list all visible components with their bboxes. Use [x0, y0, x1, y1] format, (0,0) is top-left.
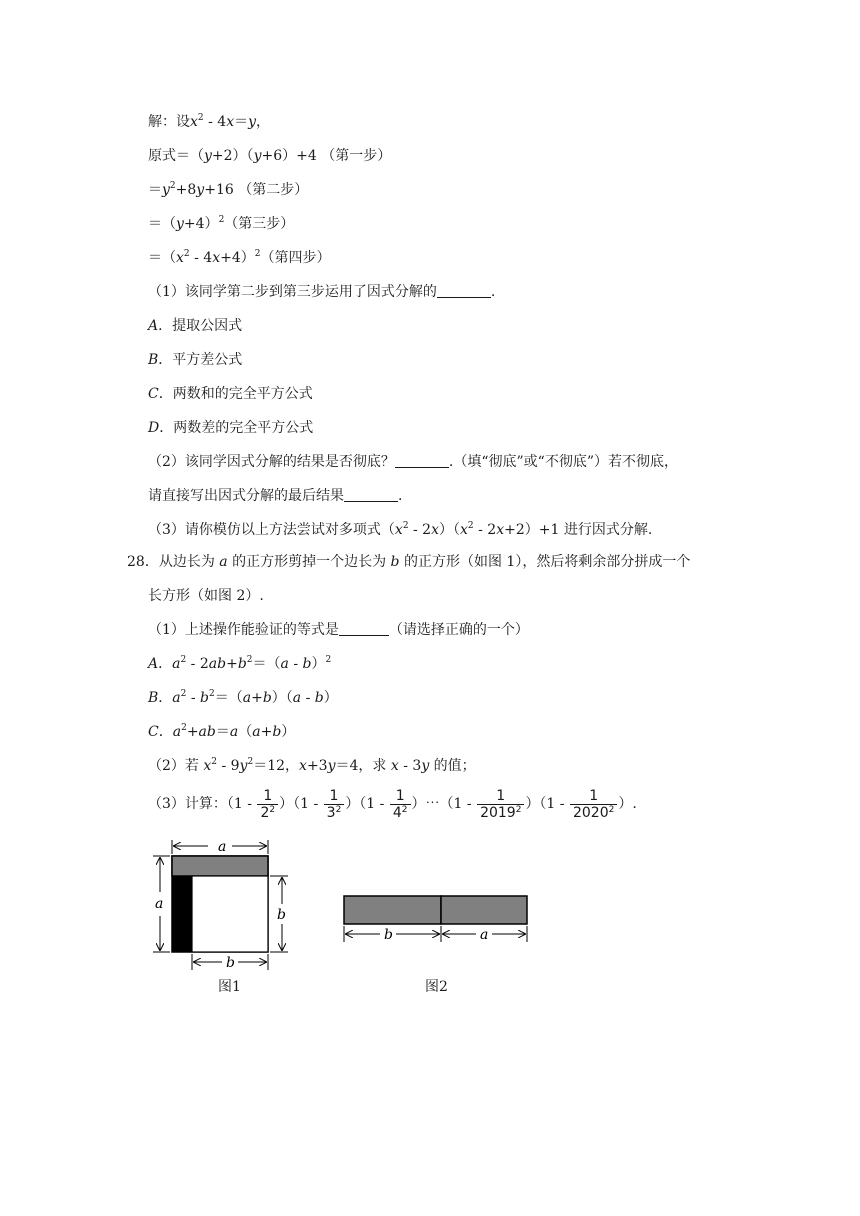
answer-blank — [344, 487, 398, 502]
solution-line-4: $=(y+4)^2$（第三步） — [148, 215, 295, 232]
q27-option-c: C．两数和的完全平方公式 — [148, 386, 313, 402]
rect-part-b — [344, 896, 441, 924]
answer-blank — [395, 453, 449, 468]
q27-part2: （2）该同学因式分解的结果是否彻底？ .（填“彻底”或“不彻底”）若不彻底， — [148, 454, 678, 470]
answer-blank — [339, 621, 389, 636]
fraction: $\frac{1}{4^2}$ — [390, 788, 411, 821]
fraction: $\frac{1}{2019^2}$ — [477, 788, 524, 821]
q28-part2: （2）若 $x^2 - 9y^2=12$，x+3y＝4，求 x - 3y 的值； — [148, 757, 476, 774]
label-a-left: a — [155, 896, 164, 912]
q28-part3: （3）计算：（1 - $\frac{1}{2^2}$ ）（1 - $\frac{1}{3^2}$ ）（1 - $\frac{1}{4^2}$ ）⋯（1 - $\frac{1}{2019^2}$ ）（1 - $\frac{1}{2020^2}$ ）. — [148, 787, 637, 821]
q27-part2-cont: 请直接写出因式分解的最后结果 . — [148, 488, 403, 504]
label-a-top: a — [218, 839, 227, 855]
q28-option-a: A．$a^2 - 2ab+b^2=(a - b)^2$ — [148, 655, 332, 672]
q27-part3: （3）请你模仿以上方法尝试对多项式$(x^2 - 2x)(x^2 - 2x+2)+1$ 进行因式分解. — [148, 521, 653, 538]
q28-option-b: B．$a^2 - b^2=(a+b)(a - b)$ — [148, 689, 338, 706]
answer-blank — [437, 283, 491, 298]
solution-line-3: $=y^2+8y+16$ （第二步） — [148, 181, 309, 198]
shaded-strip-left — [172, 876, 192, 952]
fraction: $\frac{1}{2020^2}$ — [570, 788, 617, 821]
rect-part-a — [441, 896, 527, 924]
shaded-strip-top — [172, 856, 268, 876]
fraction: $\frac{1}{2^2}$ — [257, 788, 278, 821]
solution-line-5: $=(x^2 - 4x+4)^2$（第四步） — [148, 249, 331, 266]
figure-2 — [340, 890, 535, 950]
label-b-right: b — [277, 907, 286, 923]
label-a: a — [480, 927, 489, 943]
q28-option-c: C．$a^2+ab=a(a+b)$ — [148, 723, 296, 740]
q28-stem: 28．从边长为 a 的正方形剪掉一个边长为 b 的正方形（如图 1），然后将剩余部分拼成一个 — [127, 554, 691, 570]
figure-2-caption: 图2 — [425, 979, 448, 995]
label-b-bottom: b — [226, 955, 235, 971]
inner-square — [192, 876, 268, 952]
label-b: b — [384, 927, 393, 943]
q27-part1: （1）该同学第二步到第三步运用了因式分解的 . — [148, 284, 496, 300]
figure-1-caption: 图1 — [218, 979, 241, 995]
q27-option-d: D．两数差的完全平方公式 — [148, 420, 314, 436]
q28-stem-cont: 长方形（如图 2）. — [148, 588, 264, 604]
solution-line-1: 解：设$x^2 - 4x=y$， — [148, 113, 271, 130]
q27-option-b: B．平方差公式 — [148, 352, 243, 368]
q27-option-a: A．提取公因式 — [148, 318, 243, 334]
fraction: $\frac{1}{3^2}$ — [324, 788, 345, 821]
solution-line-2: 原式＝（y+2）（y+6）+4 （第一步） — [148, 148, 392, 164]
q28-part1: （1）上述操作能验证的等式是 （请选择正确的一个） — [148, 622, 529, 638]
figure-1 — [150, 834, 300, 974]
